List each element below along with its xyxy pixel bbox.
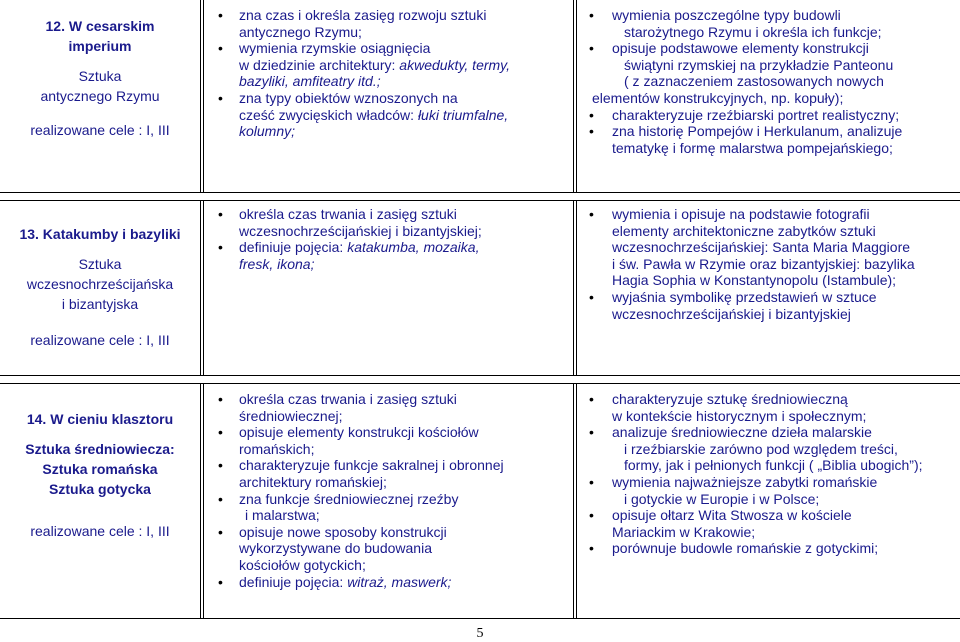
list-item-text: • wymienia poszczególne typy budowli — [612, 7, 841, 23]
knowledge-list — [203, 206, 573, 272]
skills-list — [576, 391, 960, 557]
topic-title — [0, 224, 200, 244]
topic-cell — [0, 200, 200, 375]
list-item — [203, 7, 573, 40]
list-item-text: • porównuje budowle romańskie z gotyckimi; — [612, 540, 879, 557]
topic-subtitle-line: Sztuka — [78, 256, 122, 272]
col-divider — [573, 0, 574, 192]
list-item-text: antycznego Rzymu; — [239, 23, 362, 40]
list-item-text: • charakteryzuje rzeźbiarski portret realistyczny; — [612, 106, 900, 123]
topic-subtitle — [0, 254, 200, 314]
list-item-text: i rzeźbiarskie zarówno pod względem treści, — [624, 440, 898, 457]
list-item-text: • opisuje podstawowe elementy konstrukcji — [612, 40, 869, 57]
list-item-text: • analizuje średniowieczne dzieła malarskie — [612, 424, 872, 441]
list-item-text: • zna czas i określa zasięg rozwoju sztuki — [239, 7, 487, 23]
topic-subtitle-line: Sztuka gotycka — [49, 481, 151, 497]
list-item-text: • opisuje nowe sposoby konstrukcji — [239, 523, 447, 540]
list-item-text: • wymienia i opisuje na podstawie fotografii — [612, 206, 870, 222]
list-item-text: • opisuje ołtarz Wita Stwosza w kościele — [612, 507, 852, 524]
knowledge-list — [203, 7, 573, 140]
list-item-text: w dziedzinie architektury: — [239, 56, 400, 73]
list-item-text: • wymienia rzymskie osiągnięcia — [239, 40, 431, 57]
list-item-term: łuki triumfalne, — [417, 106, 509, 123]
list-item-text: starożytnego Rzymu i określa ich funkcje; — [624, 23, 882, 40]
topic-title-line: 14. W cieniu klasztoru — [26, 411, 174, 427]
list-item-text: ( z zaznaczeniem zastosowanych nowych — [624, 73, 884, 90]
list-item — [576, 474, 960, 507]
list-item-text: Hagia Sophia w Konstantynopolu (Istambule); — [612, 272, 897, 289]
list-item-text: • charakteryzuje funkcje sakralnej i obronnej — [239, 457, 504, 474]
knowledge-cell — [203, 200, 573, 375]
topic-title-line: 12. W cesarskim — [45, 18, 155, 34]
list-item-text: • wymienia najważniejsze zabytki romańskie — [612, 473, 878, 490]
topic-title — [0, 409, 200, 429]
list-item-term: fresk, ikona; — [239, 255, 315, 272]
list-item-text: • opisuje elementy konstrukcji kościołów — [239, 424, 479, 441]
list-item-text: • określa czas trwania i zasięg sztuki — [239, 206, 457, 222]
goals-label: realizowane cele : I, III — [30, 122, 170, 138]
list-item-text: średniowiecznej; — [239, 407, 343, 424]
list-item — [576, 540, 960, 557]
row-divider-top — [0, 192, 960, 193]
list-item — [576, 206, 960, 289]
table-row-14 — [0, 383, 960, 618]
goals-label: realizowane cele : I, III — [30, 332, 170, 348]
list-item — [576, 391, 960, 424]
col-divider — [200, 200, 201, 375]
list-item-text: i malarstwa; — [245, 507, 320, 524]
list-item-text: • zna typy obiektów wznoszonych na — [239, 89, 458, 106]
row-divider-bottom — [0, 375, 960, 376]
table-bottom-line — [0, 618, 960, 619]
list-item-text: romańskich; — [239, 440, 315, 457]
list-item-text: • wyjaśnia symbolikę przedstawień w sztuce — [612, 288, 877, 305]
list-item — [576, 107, 960, 124]
list-item-text: kościołów gotyckich; — [239, 556, 366, 573]
list-item-text: wczesnochrześcijańskiej i bizantyjskiej; — [239, 222, 482, 239]
list-item — [576, 507, 960, 540]
list-item-text: wczesnochrześcijańskiej i bizantyjskiej — [612, 305, 851, 322]
page-number: 5 — [476, 626, 484, 641]
list-item-text: tematykę i formę malarstwa pompejańskiego; — [612, 139, 893, 156]
list-item-text: w kontekście historycznym i społecznym; — [612, 407, 867, 424]
topic-subtitle — [0, 66, 200, 106]
list-item-text: i św. Pawła w Rzymie oraz bizantyjskiej: bazylika — [612, 255, 915, 272]
list-item — [203, 524, 573, 574]
list-item-term: akwedukty, termy, — [399, 56, 511, 73]
topic-subtitle-line: wczesnochrześcijańska — [26, 276, 174, 292]
topic-subtitle-line: Sztuka romańska — [42, 461, 158, 477]
topic-subtitle — [0, 439, 200, 499]
list-item — [203, 40, 573, 90]
list-item-text: wykorzystywane do budowania — [239, 540, 432, 557]
list-item-text: • zna historię Pompejów i Herkulanum, analizuje — [612, 123, 903, 140]
table-row-12 — [0, 0, 960, 192]
list-item — [203, 491, 573, 524]
list-item — [576, 424, 960, 474]
list-item-text: cześć zwycięskich władców: — [239, 106, 418, 123]
knowledge-list — [203, 391, 573, 590]
list-item-term: bazyliki, amfiteatry itd.; — [239, 73, 381, 90]
list-item-term: katakumba, mozaika, — [347, 239, 480, 256]
knowledge-cell — [203, 0, 573, 192]
list-item — [576, 7, 960, 40]
knowledge-cell — [203, 383, 573, 618]
topic-title — [0, 16, 200, 56]
list-item-text: wczesnochrześcijańskiej: Santa Maria Maggiore — [612, 239, 911, 256]
skills-cell — [576, 0, 960, 192]
list-item-text: definiuje pojęcia: — [239, 239, 348, 256]
list-item-text: • określa czas trwania i zasięg sztuki — [239, 391, 457, 407]
topic-title-line: 13. Katakumby i bazyliki — [19, 226, 181, 242]
list-item — [203, 457, 573, 490]
topic-cell — [0, 383, 200, 618]
col-divider — [200, 383, 201, 618]
topic-cell — [0, 0, 200, 192]
list-item — [203, 90, 573, 140]
list-item-text: architektury romańskiej; — [239, 473, 387, 490]
list-item-text: elementów konstrukcyjnych, np. kopuły); — [592, 89, 844, 106]
skills-cell — [576, 200, 960, 375]
skills-cell — [576, 383, 960, 618]
topic-subtitle-line: Sztuka średniowiecza: — [25, 441, 175, 457]
skills-list — [576, 206, 960, 322]
col-divider — [573, 383, 574, 618]
list-item-text: definiuje pojęcia: — [239, 573, 348, 590]
list-item — [576, 40, 960, 106]
list-item-text: formy, jak i pełnionych funkcji ( „Biblia ubogich”); — [624, 457, 923, 474]
list-item-text: i gotyckie w Europie i w Polsce; — [624, 490, 820, 507]
skills-list — [576, 7, 960, 156]
col-divider — [200, 0, 201, 192]
goals-label: realizowane cele : I, III — [30, 523, 170, 539]
topic-subtitle-line: antycznego Rzymu — [40, 88, 160, 104]
topic-title-line: imperium — [68, 38, 132, 54]
list-item — [576, 123, 960, 156]
topic-subtitle-line: Sztuka — [78, 68, 122, 84]
list-item — [203, 206, 573, 239]
list-item — [203, 424, 573, 457]
list-item — [203, 391, 573, 424]
list-item-text: elementy architektoniczne zabytków sztuki — [612, 222, 876, 239]
list-item-text: • charakteryzuje sztukę średniowieczną — [612, 391, 848, 407]
list-item-term: witraż, maswerk; — [347, 573, 452, 590]
list-item-term: kolumny; — [239, 123, 296, 140]
col-divider — [573, 200, 574, 375]
list-item-text: Mariackim w Krakowie; — [612, 523, 756, 540]
table-row-13 — [0, 200, 960, 375]
list-item — [203, 574, 573, 591]
list-item-text: • zna funkcje średniowiecznej rzeźby — [239, 490, 459, 507]
list-item-text: świątyni rzymskiej na przykładzie Panteonu — [624, 56, 894, 73]
topic-subtitle-line: i bizantyjska — [61, 296, 139, 312]
list-item — [576, 289, 960, 322]
list-item — [203, 239, 573, 272]
